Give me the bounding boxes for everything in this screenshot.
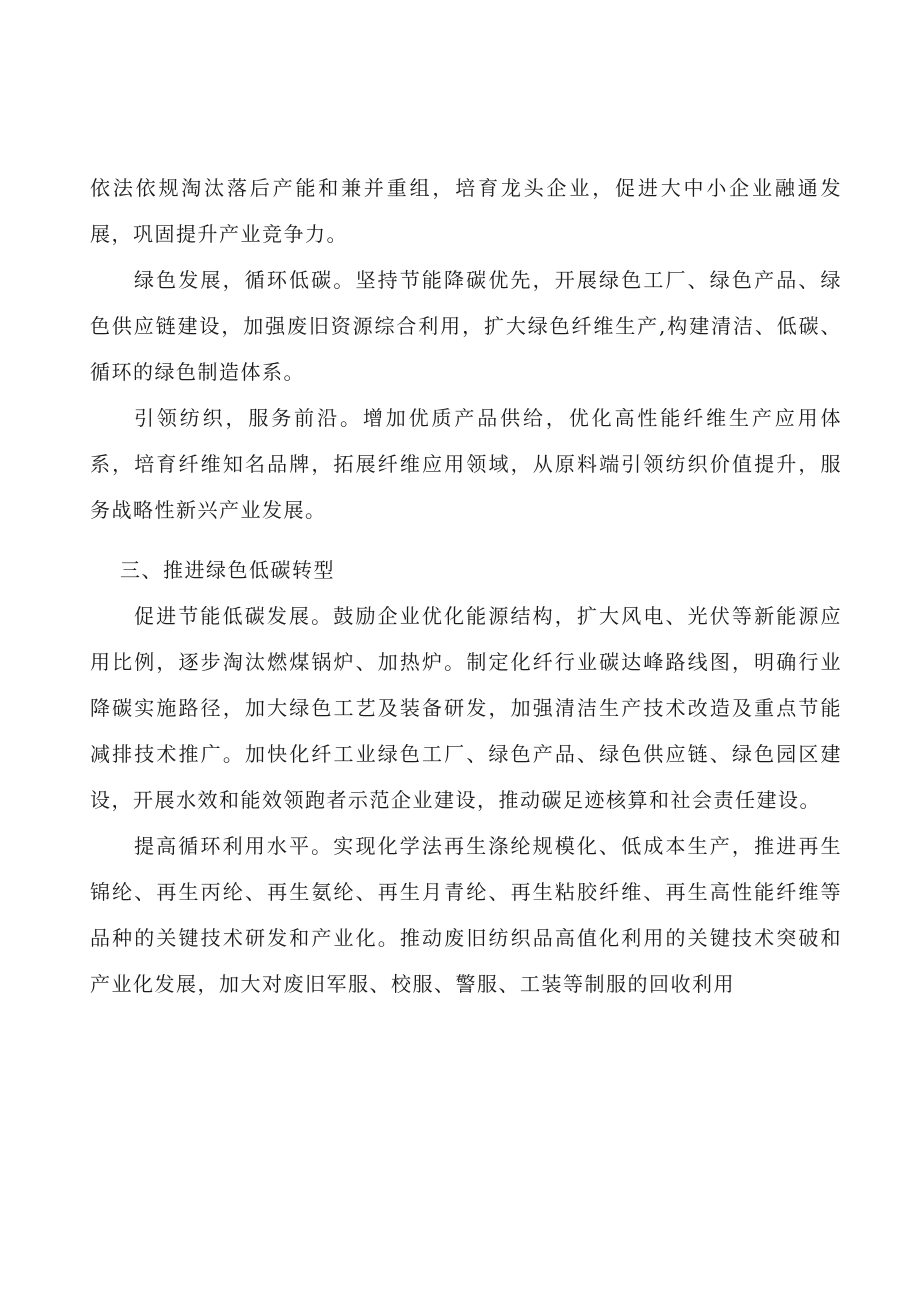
paragraph-recycling: 提高循环利用水平。实现化学法再生涤纶规模化、低成本生产，推进再生锦纶、再生丙纶、再生氨纶、再生月青纶、再生粘胶纤维、再生高性能纤维等品种的关键技术研发和产业化。推动废旧纺织品高值化利用的关键技术突破和产业化发展，加大对废旧军服、校服、警服、工装等制服的回收利用 [90, 834, 842, 996]
paragraph-lead-textile: 引领纺织，服务前沿。增加优质产品供给，优化高性能纤维生产应用体系，培育纤维知名品牌，拓展纤维应用领域，从原料端引领纺织价值提升，服务战略性新兴产业发展。 [90, 406, 842, 522]
paragraph-continuation: 依法依规淘汰落后产能和兼并重组，培育龙头企业，促进大中小企业融通发展，巩固提升产业竞争力。 [90, 176, 842, 246]
document-page [90, 165, 842, 1007]
section-heading: 三、推进绿色低碳转型 [120, 558, 335, 582]
paragraph-energy-saving: 促进节能低碳发展。鼓励企业优化能源结构，扩大风电、光伏等新能源应用比例，逐步淘汰燃煤锅炉、加热炉。制定化纤行业碳达峰路线图，明确行业降碳实施路径，加大绿色工艺及装备研发，加强清洁生产技术改造及重点节能减排技术推广。加快化纤工业绿色工厂、绿色产品、绿色供应链、绿色园区建设，开展水效和能效领跑者示范企业建设，推动碳足迹核算和社会责任建设。 [90, 604, 842, 812]
paragraph-green-development: 绿色发展，循环低碳。坚持节能降碳优先，开展绿色工厂、绿色产品、绿色供应链建设，加强废旧资源综合利用，扩大绿色纤维生产,构建清洁、低碳、循环的绿色制造体系。 [90, 268, 842, 384]
